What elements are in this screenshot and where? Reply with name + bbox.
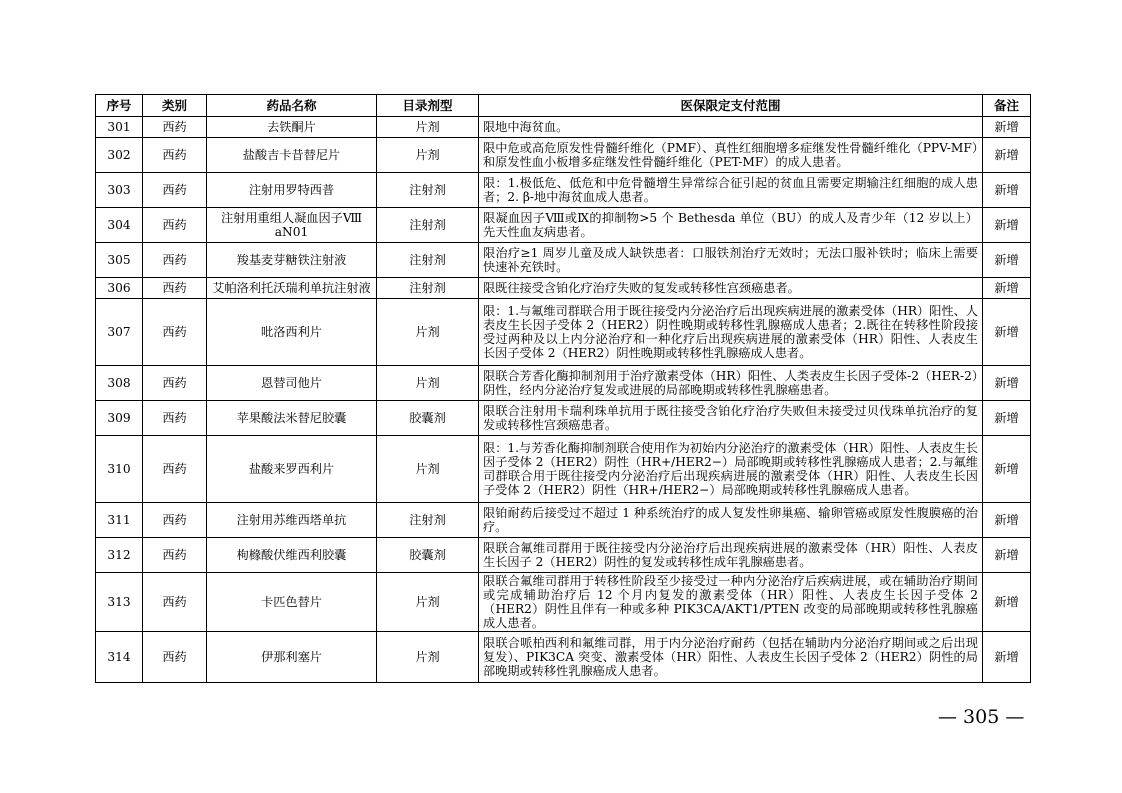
table-row	[96, 503, 1031, 538]
cell-payment-scope: 限：1.与氟维司群联合用于既往接受内分泌治疗后出现疾病进展的激素受体（HR）阳性、人表皮生长因子受体 2（HER2）阴性晚期或转移性乳腺癌成人患者；2.既往在转移性阶段接受过两种及以上内分泌治疗和一种化疗后出现疾病进展的激素受体（HR）阳性、人表皮生长因子受体 2（HER2）阴性晚期或转移性乳腺癌成人患者。	[479, 299, 983, 366]
cell-category: 西药	[143, 573, 207, 632]
cell-dosage-form: 注射剂	[377, 208, 479, 243]
drug-list-table	[95, 94, 1031, 683]
header-serial-number: 序号	[96, 95, 143, 117]
cell-remark: 新增	[983, 208, 1031, 243]
cell-payment-scope: 限联合哌柏西利和氟维司群，用于内分泌治疗耐药（包括在辅助内分泌治疗期间或之后出现复发）、PIK3CA 突变、激素受体（HR）阳性、人表皮生长因子受体 2（HER2）阴性的局部晚期或转移性乳腺癌成人患者。	[479, 632, 983, 683]
cell-payment-scope: 限地中海贫血。	[479, 117, 983, 138]
cell-remark: 新增	[983, 573, 1031, 632]
cell-remark: 新增	[983, 173, 1031, 208]
table-row	[96, 173, 1031, 208]
cell-drug-name: 盐酸吉卡昔替尼片	[207, 138, 377, 173]
cell-serial-number: 309	[96, 401, 143, 436]
cell-remark: 新增	[983, 538, 1031, 573]
cell-dosage-form: 片剂	[377, 436, 479, 503]
cell-remark: 新增	[983, 278, 1031, 299]
cell-remark: 新增	[983, 503, 1031, 538]
cell-category: 西药	[143, 278, 207, 299]
cell-dosage-form: 片剂	[377, 573, 479, 632]
cell-category: 西药	[143, 208, 207, 243]
cell-remark: 新增	[983, 243, 1031, 278]
header-payment-scope: 医保限定支付范围	[479, 95, 983, 117]
cell-category: 西药	[143, 436, 207, 503]
table-header	[96, 95, 1031, 117]
cell-payment-scope: 限：1.极低危、低危和中危骨髓增生异常综合征引起的贫血且需要定期输注红细胞的成人患者；2. β-地中海贫血成人患者。	[479, 173, 983, 208]
cell-dosage-form: 注射剂	[377, 173, 479, 208]
cell-category: 西药	[143, 299, 207, 366]
header-dosage-form: 目录剂型	[377, 95, 479, 117]
header-drug-name: 药品名称	[207, 95, 377, 117]
table-row	[96, 401, 1031, 436]
cell-category: 西药	[143, 401, 207, 436]
cell-drug-name: 注射用罗特西普	[207, 173, 377, 208]
cell-dosage-form: 胶囊剂	[377, 401, 479, 436]
cell-payment-scope: 限中危或高危原发性骨髓纤维化（PMF）、真性红细胞增多症继发性骨髓纤维化（PPV-MF）和原发性血小板增多症继发性骨髓纤维化（PET-MF）的成人患者。	[479, 138, 983, 173]
cell-drug-name: 盐酸来罗西利片	[207, 436, 377, 503]
cell-category: 西药	[143, 138, 207, 173]
header-category: 类别	[143, 95, 207, 117]
cell-category: 西药	[143, 117, 207, 138]
cell-dosage-form: 片剂	[377, 299, 479, 366]
cell-dosage-form: 注射剂	[377, 503, 479, 538]
table-row	[96, 138, 1031, 173]
cell-dosage-form: 片剂	[377, 632, 479, 683]
table-row	[96, 632, 1031, 683]
cell-payment-scope: 限联合注射用卡瑞利珠单抗用于既往接受含铂化疗治疗失败但未接受过贝伐珠单抗治疗的复发或转移性宫颈癌患者。	[479, 401, 983, 436]
table-row	[96, 573, 1031, 632]
cell-drug-name: 注射用重组人凝血因子Ⅷ aN01	[207, 208, 377, 243]
page-number: — 305 —	[938, 706, 1025, 728]
cell-serial-number: 303	[96, 173, 143, 208]
cell-remark: 新增	[983, 138, 1031, 173]
cell-payment-scope: 限：1.与芳香化酶抑制剂联合使用作为初始内分泌治疗的激素受体（HR）阳性、人表皮生长因子受体 2（HER2）阴性（HR+/HER2−）局部晚期或转移性乳腺癌成人患者；2.与氟维司群联合用于既往接受内分泌治疗后出现疾病进展的激素受体（HR）阳性、人表皮生长因子受体 2（HER2）阴性（HR+/HER2−）局部晚期或转移性乳腺癌成人患者。	[479, 436, 983, 503]
cell-dosage-form: 注射剂	[377, 243, 479, 278]
cell-serial-number: 314	[96, 632, 143, 683]
header-row	[96, 95, 1031, 117]
cell-payment-scope: 限联合氟维司群用于既往接受内分泌治疗后出现疾病进展的激素受体（HR）阳性、人表皮生长因子 2（HER2）阴性的复发或转移性成年乳腺癌患者。	[479, 538, 983, 573]
cell-remark: 新增	[983, 436, 1031, 503]
cell-drug-name: 伊那利塞片	[207, 632, 377, 683]
cell-dosage-form: 片剂	[377, 138, 479, 173]
table-row	[96, 208, 1031, 243]
cell-dosage-form: 注射剂	[377, 278, 479, 299]
cell-serial-number: 304	[96, 208, 143, 243]
table-row	[96, 538, 1031, 573]
cell-remark: 新增	[983, 632, 1031, 683]
table-row	[96, 117, 1031, 138]
cell-serial-number: 308	[96, 366, 143, 401]
cell-dosage-form: 片剂	[377, 117, 479, 138]
header-remark: 备注	[983, 95, 1031, 117]
cell-payment-scope: 限联合芳香化酶抑制剂用于治疗激素受体（HR）阳性、人类表皮生长因子受体-2（HER-2）阴性，经内分泌治疗复发或进展的局部晚期或转移性乳腺癌患者。	[479, 366, 983, 401]
cell-remark: 新增	[983, 117, 1031, 138]
cell-category: 西药	[143, 243, 207, 278]
table-body	[96, 117, 1031, 683]
cell-serial-number: 302	[96, 138, 143, 173]
cell-category: 西药	[143, 366, 207, 401]
cell-drug-name: 恩替司他片	[207, 366, 377, 401]
cell-drug-name: 枸橼酸伏维西利胶囊	[207, 538, 377, 573]
cell-serial-number: 305	[96, 243, 143, 278]
cell-drug-name: 去铁酮片	[207, 117, 377, 138]
cell-dosage-form: 胶囊剂	[377, 538, 479, 573]
cell-drug-name: 注射用苏维西塔单抗	[207, 503, 377, 538]
cell-serial-number: 310	[96, 436, 143, 503]
cell-drug-name: 苹果酸法米替尼胶囊	[207, 401, 377, 436]
cell-serial-number: 313	[96, 573, 143, 632]
cell-drug-name: 卡匹色替片	[207, 573, 377, 632]
cell-payment-scope: 限联合氟维司群用于转移性阶段至少接受过一种内分泌治疗后疾病进展，或在辅助治疗期间或完成辅助治疗后 12 个月内复发的激素受体（HR）阳性、人表皮生长因子受体 2（HER2）阴性且伴有一种或多种 PIK3CA/AKT1/PTEN 改变的局部晚期或转移性乳腺癌成人患者。	[479, 573, 983, 632]
cell-drug-name: 艾帕洛利托沃瑞利单抗注射液	[207, 278, 377, 299]
table-row	[96, 299, 1031, 366]
cell-payment-scope: 限凝血因子Ⅷ或Ⅸ的抑制物>5 个 Bethesda 单位（BU）的成人及青少年（12 岁以上）先天性血友病患者。	[479, 208, 983, 243]
cell-serial-number: 301	[96, 117, 143, 138]
cell-payment-scope: 限既往接受含铂化疗治疗失败的复发或转移性宫颈癌患者。	[479, 278, 983, 299]
cell-drug-name: 羧基麦芽糖铁注射液	[207, 243, 377, 278]
cell-dosage-form: 片剂	[377, 366, 479, 401]
cell-category: 西药	[143, 503, 207, 538]
cell-category: 西药	[143, 538, 207, 573]
table-row	[96, 278, 1031, 299]
cell-remark: 新增	[983, 401, 1031, 436]
drug-list-table-wrapper	[95, 94, 1030, 683]
cell-category: 西药	[143, 173, 207, 208]
cell-category: 西药	[143, 632, 207, 683]
table-row	[96, 243, 1031, 278]
cell-serial-number: 307	[96, 299, 143, 366]
cell-drug-name: 吡洛西利片	[207, 299, 377, 366]
table-row	[96, 366, 1031, 401]
table-row	[96, 436, 1031, 503]
cell-remark: 新增	[983, 299, 1031, 366]
cell-serial-number: 311	[96, 503, 143, 538]
cell-remark: 新增	[983, 366, 1031, 401]
cell-payment-scope: 限治疗≥1 周岁儿童及成人缺铁患者：口服铁剂治疗无效时；无法口服补铁时；临床上需要快速补充铁时。	[479, 243, 983, 278]
cell-payment-scope: 限铂耐药后接受过不超过 1 种系统治疗的成人复发性卵巢癌、输卵管癌或原发性腹膜癌的治疗。	[479, 503, 983, 538]
cell-serial-number: 312	[96, 538, 143, 573]
cell-serial-number: 306	[96, 278, 143, 299]
